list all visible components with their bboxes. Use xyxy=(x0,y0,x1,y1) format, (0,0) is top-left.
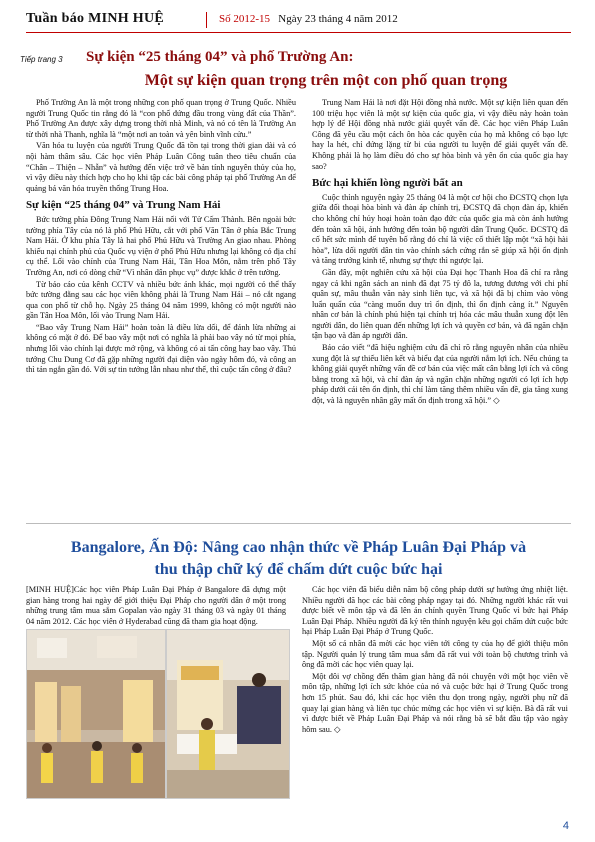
paragraph: Gần đây, một nghiên cứu xã hội của Đại học Thanh Hoa đã chỉ ra rằng ngay cả khi ngân sách an ninh đã đạt 75 tỷ đô la, tương đương với chi phí quân sự, mâu thuẫn văn này sinh liên tục, và xã hội đã bị chìm vào vòng luẩn quẩn của “càng muốn duy trì ổn định, thì ổn định càng ít.” Nguyên nhân cơ bản là chính phủ hiện tại chính trị hóa các mâu thuẫn xung đột lên người dân, do liên quan đến những lợi ích và quyền cơ bản, và đã ngăn chặn tận bạo và đàn áp người dân. xyxy=(312,267,568,341)
booth-photo-right xyxy=(166,629,290,799)
paragraph: Trung Nam Hải là nơi đặt Hội đồng nhà nước. Một sự kiện liên quan đến 100 triệu học viên là một sự kiện của quốc gia, vì vậy điều này hoàn toàn hợp lý để Hội đồng nhà nước giải quyết vấn đề. Các học viên Pháp Luân Công đã yêu cầu một cách ôn hòa các quyền của họ mà không có bạo lực hay la hét, chỉ đứng lặng từ bi của người tu luyện để giải quyết vấn đề. Không phải là họ làm điều đó cho sự hòa bình và yên ổn của quốc gia hay sao? xyxy=(312,98,568,171)
issue-info xyxy=(219,13,398,25)
paragraph: Một số cá nhân đã mời các học viên tới công ty của họ để giới thiệu môn tập. Người quản lý trung tâm mua sắm đã rất vui với toàn bộ chương trình và ông đã mời các học viên quay lại. xyxy=(302,638,568,670)
header-divider xyxy=(206,12,207,28)
issue-date: Ngày 23 tháng 4 năm 2012 xyxy=(278,13,398,25)
subheading: Sự kiện “25 tháng 04” và Trung Nam Hải xyxy=(26,199,221,212)
continued-from-kicker: Tiếp trang 3 xyxy=(20,55,63,64)
paragraph: Bức tường phía Đông Trung Nam Hải nối với Tử Cấm Thành. Bên ngoài bức tường phía Tây của nó là phố Phủ Hữu, cắt với phố Văn Tân ở phía Bắc Trung Nam Hải. Ở khu phía Tây là hai phố Phủ Hữu và Trường An giao nhau. Phòng khiếu nại chính phủ của Quốc vụ viện ở phố Phủ Hữu nhưng lại không có địa chỉ cụ thể. Lối vào chính của Trung Nam Hải, Tân Hoa Môn, nằm trên phố Tây Trường An, nơi có dòng chữ “Vì nhân dân phục vụ” được khắc ở trên tường. xyxy=(26,214,296,277)
masthead: Tuần báo MINH HUỆ xyxy=(26,11,165,26)
header-rule xyxy=(26,32,571,33)
paragraph: [MINH HUỆ]Các học viên Pháp Luân Đại Pháp ở Bangalore đã dựng một gian hàng trong hai ngày để giới thiệu Đại Pháp cho người dân ở một trong những trung tâm mua sắm Gopalan vào ngày 31 tháng 03 và ngày 01 tháng 04 năm 2012. Các học viên ở Hyderabad cũng đã tham gia hoạt động. xyxy=(26,585,286,626)
paragraph: Phố Trường An là một trong những con phố quan trọng ở Trung Quốc. Nhiều người Trung Quốc tin rằng đó là “con phố đứng đầu trong vùng đất của Thần”. Phố Trường An được xây dựng trong thời nhà Minh, và nó có tên là Trường An từ thời nhà Thanh, nghĩa là “một nơi an toàn và yên bình vĩnh cửu.” xyxy=(26,98,296,139)
paragraph: Báo cáo viết “đã hiệu nghiệm cứu đã chỉ rõ rằng nguyên nhân của nhiều xung đột là sự thiếu liên kết và biểu đạt của người nắm lợi ích. Nếu chúng ta không giải quyết những vấn đề cơ bản của việc mất cân bằng lợi ích và công bằng trong xã hội, và chỉ đàn áp và ngăn chặn những người có lợi ích hợp pháp dưới cái tên ổn định, thì chỉ làm tăng thêm nhiều vấn đề, gia tăng xung đột, và là nguyên nhân gây mất ổn định trong xã hội.” ◇ xyxy=(312,343,568,406)
article2-title-line2: thu thập chữ ký để chấm dứt cuộc bức hại xyxy=(154,561,443,578)
section-divider xyxy=(26,523,571,524)
paragraph: Văn hóa tu luyện của người Trung Quốc đã tồn tại trong thời gian dài và có nội hàm thâm sâu. Các học viên Pháp Luân Công tuân theo tiêu chuẩn của “Chân – Thiện – Nhẫn” và hướng đến việc trở về bản tính nguyên thủy của họ, vì vậy điều này thích hợp cho họ khi tập các bài công pháp tại phố Trường An để quảng bá văn hóa truyền thống Trung Hoa. xyxy=(26,141,296,193)
booth-photo-left xyxy=(26,629,166,799)
subheading: Bức hại khiến lòng người bất an xyxy=(312,177,463,190)
paragraph: Một đôi vợ chồng đến thăm gian hàng đã nói chuyện với một học viên về môn tập, những lợi ích sức khỏe của nó và cuộc bức hại ở Trung Quốc trong hơn 15 phút. Sau đó, khi các học viên thu dọn trong ngày, người phụ nữ đã quay lại gian hàng và liên tục chúc mừng các học viên vì sự kiện. Bà đã rất vui vì được biết về Pháp Luân Đại Pháp và nói rằng bà sẽ bắt đầu tập vào ngày hôm sau. ◇ xyxy=(302,671,568,734)
article2-column-2 xyxy=(302,585,568,736)
paragraph: Từ báo cáo của kênh CCTV và nhiều bức ảnh khác, mọi người có thể thấy bức tường đằng sau các học viên không phải là Trung Nam Hải – nó cắt ngang qua con phố từ chỗ họ. Ngày 25 tháng 04 năm 1999, không có một người nào gần Tân Hoa Môn, lối vào Trung Nam Hải. xyxy=(26,279,296,321)
issue-number: Số 2012-15 xyxy=(219,13,271,25)
paragraph: Các học viên đã biểu diễn năm bộ công pháp dưới sự hưởng ứng nhiệt liệt. Nhiều người đã học các bài công pháp ngay tại đó. Những người khác rất vui được biết về môn tập và đã lên án chính quyền Trung Quốc vì bức hại Pháp Luân Đại Pháp. Nhiều người đã ký tên thỉnh nguyện kêu gọi chấm dứt cuộc bức hại Pháp Luân Đại Pháp ở Trung Quốc. xyxy=(302,585,568,637)
paragraph: Cuộc thỉnh nguyện ngày 25 tháng 04 là một cơ hội cho ĐCSTQ chọn lựa giữa đối thoại hòa bình và đàn áp chính trị, ĐCSTQ đã chọn đàn áp, khiến cho không chỉ hủy hoại hoàn toàn đạo đức của quốc gia mà còn ảnh hưởng đến toàn xã hội, ảnh hưởng đến toàn bộ người dân Trung Quốc. ĐCSTQ đã cố hết sức mình để tuyên bố rằng đó chỉ là việc cố thiết lập một “xã hội hài hòa”, lừa dối người dân tin vào chính sách cứng rắn sẽ giúp xã hội ổn định và tăng trưởng kinh tế, nhưng sự thực thì ngược lại. xyxy=(312,192,568,266)
paragraph: “Bao vây Trung Nam Hải” hoàn toàn là điều lừa dối, để đánh lừa những ai không có mặt ở đó. Để bao vây một nơi có nghĩa là phải bao vây nó từ mọi phía, nhưng lối vào chính lại được mở rộng, và không có ai tấn công hay bao vây. Thủ tướng Chu Dung Cơ đã gặp những người đại diện vào ngày hôm đó, và công an thì tản ngắn gần đó. Với sự tin tưởng lẫn nhau như thế, thì cuộc tấn công ở đâu? xyxy=(26,322,296,375)
mall-booth-image xyxy=(27,630,165,798)
page-header xyxy=(26,8,571,34)
page-number: 4 xyxy=(562,820,569,832)
article1-column-1 xyxy=(26,98,296,377)
article2-title-line1: Bangalore, Ấn Độ: Nâng cao nhận thức về Pháp Luân Đại Pháp và xyxy=(70,539,527,556)
signing-petition-image xyxy=(167,630,289,798)
article2-column-1 xyxy=(26,585,286,628)
article1-title-line1: Sự kiện “25 tháng 04” và phố Trường An: xyxy=(86,49,354,65)
article1-title-line2: Một sự kiện quan trọng trên một con phố quan trọng xyxy=(144,72,508,89)
article1-column-2 xyxy=(312,98,568,408)
